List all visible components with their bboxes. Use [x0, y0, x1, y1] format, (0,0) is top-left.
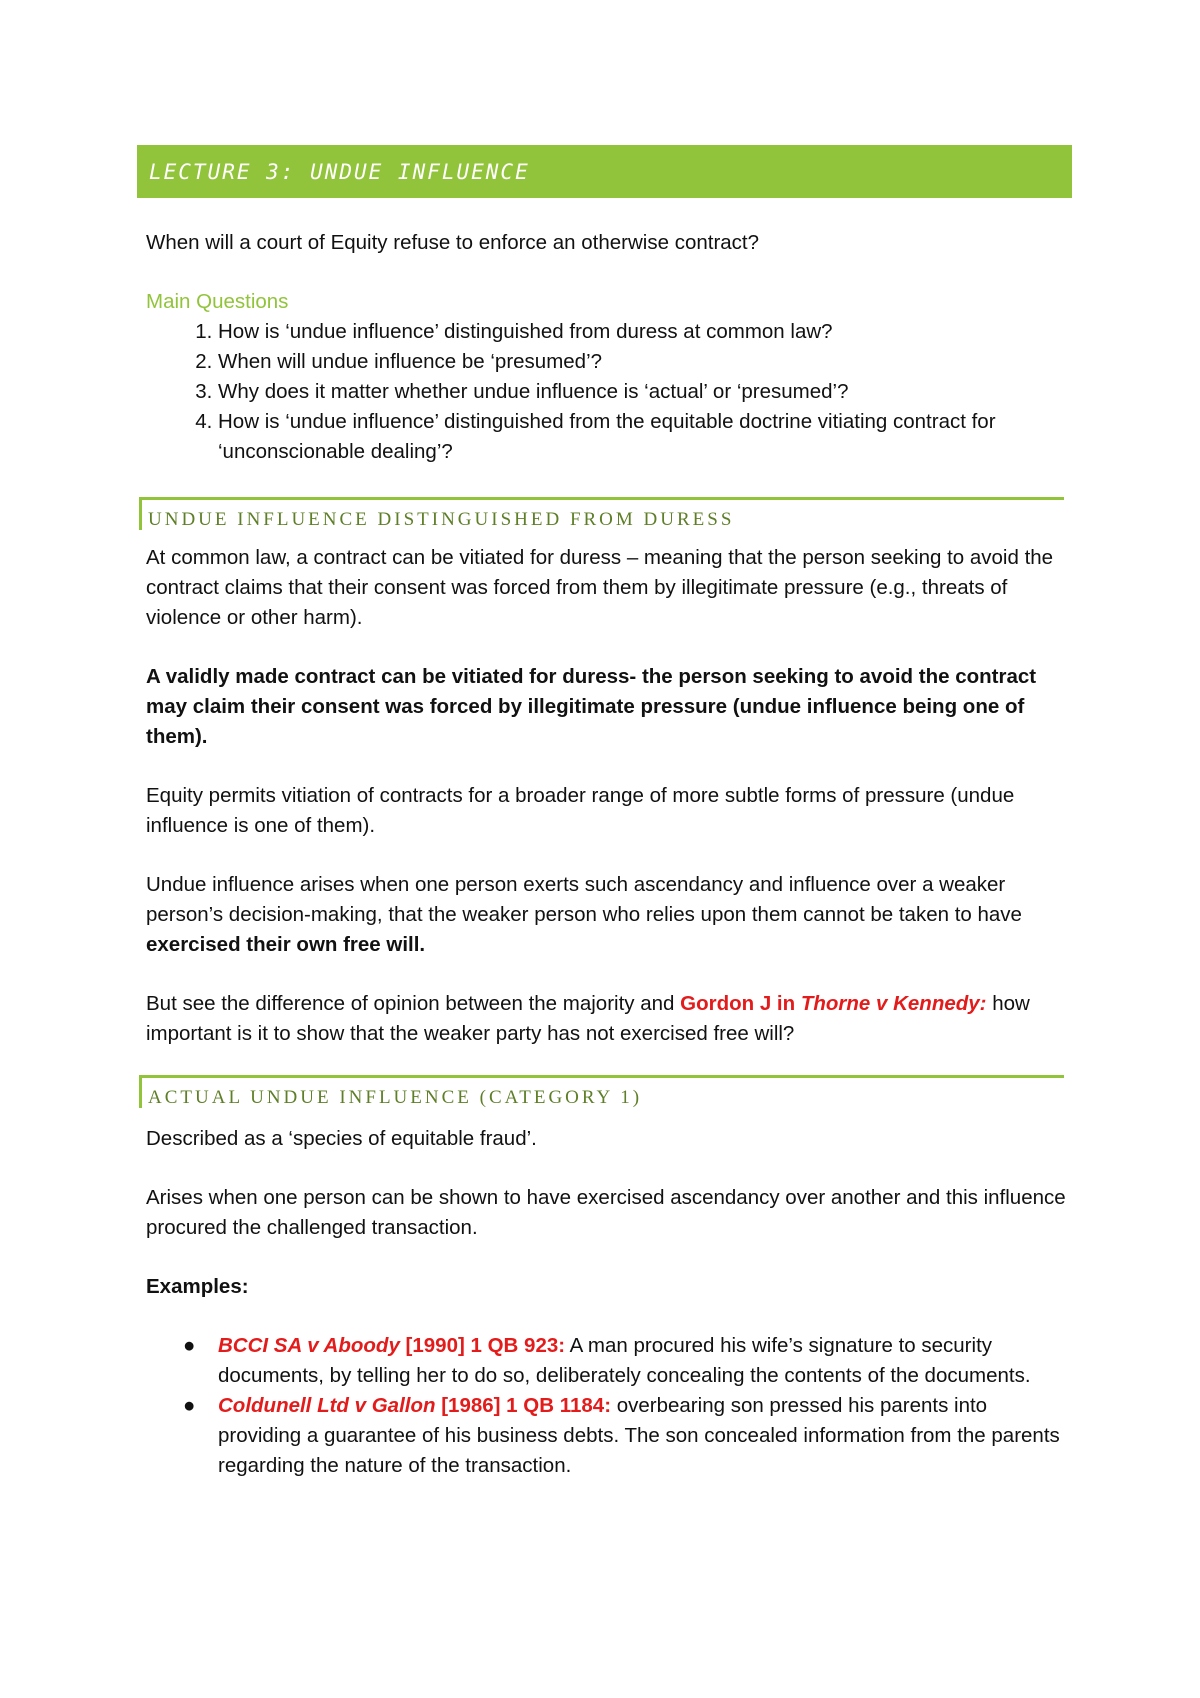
case-citation: [1986] 1 QB 1184: [435, 1394, 612, 1417]
main-questions-list [146, 317, 1066, 467]
paragraph [146, 870, 1066, 960]
question-item: 2. When will undue influence be ‘presumed’? [218, 347, 1066, 377]
paragraph: Equity permits vitiation of contracts for a broader range of more subtle forms of pressure (undue influence is one of them). [146, 784, 1015, 837]
paragraph-text: how important is it to show that the weaker party has not exercised free will? [146, 992, 1030, 1045]
example-item [183, 1391, 1066, 1481]
paragraph: Described as a ‘species of equitable fraud’. [146, 1127, 537, 1150]
bullet-icon: ● [183, 1394, 196, 1417]
document-body [146, 228, 1066, 1481]
paragraph-text: But see the difference of opinion between the majority and [146, 992, 681, 1015]
section-heading-text: UNDUE INFLUENCE DISTINGUISHED FROM DURESS [148, 509, 735, 530]
judge-reference: Gordon J in [680, 992, 801, 1015]
paragraph: Arises when one person can be shown to have exercised ascendancy over another and this influence procured the challenged transaction. [146, 1186, 1066, 1239]
case-name: Coldunell Ltd v Gallon [218, 1394, 436, 1417]
intro-question: When will a court of Equity refuse to enforce an otherwise contract? [146, 231, 760, 254]
paragraph [146, 989, 1066, 1049]
lecture-title: LECTURE 3: UNDUE INFLUENCE [149, 159, 530, 184]
section-heading-duress [139, 497, 1064, 530]
question-item: 4. How is ‘undue influence’ distinguished from the equitable doctrine vitiating contract for ‘unconscionable dealing’? [218, 407, 1066, 467]
example-text: overbearing son pressed his parents into providing a guarantee of his business debts. The son concealed information from the parents regarding the nature of the transaction. [218, 1394, 1060, 1477]
case-citation: [1990] 1 QB 923: [399, 1334, 566, 1357]
bullet-icon: ● [183, 1334, 196, 1357]
paragraph: At common law, a contract can be vitiated for duress – meaning that the person seeking to avoid the contract claims that their consent was forced from them by illegitimate pressure (e.g., threats of violence or other harm). [146, 546, 1054, 629]
question-item: 1. How is ‘undue influence’ distinguished from duress at common law? [218, 317, 1066, 347]
examples-label: Examples: [146, 1275, 249, 1298]
bold-paragraph: A validly made contract can be vitiated for duress- the person seeking to avoid the contract may claim their consent was forced by illegitimate pressure (undue influence being one of them). [146, 665, 1037, 748]
examples-list [146, 1331, 1066, 1481]
section-heading-actual-undue-influence [139, 1075, 1064, 1108]
example-item [183, 1331, 1066, 1391]
section-heading-text: ACTUAL UNDUE INFLUENCE (CATEGORY 1) [148, 1087, 643, 1108]
paragraph-text: Undue influence arises when one person exerts such ascendancy and influence over a weaker person’s decision-making, that the weaker person who relies upon them cannot be taken to have [146, 873, 1022, 926]
main-questions-label: Main Questions [146, 290, 289, 313]
case-reference: Thorne v Kennedy: [800, 992, 987, 1015]
lecture-title-banner [137, 145, 1072, 198]
question-item: 3. Why does it matter whether undue influence is ‘actual’ or ‘presumed’? [218, 377, 1066, 407]
example-text: A man procured his wife’s signature to security documents, by telling her to do so, deliberately concealing the contents of the documents. [218, 1334, 1031, 1387]
case-name: BCCI SA v Aboody [218, 1334, 400, 1357]
emphasis-text: exercised their own free will. [146, 933, 426, 956]
